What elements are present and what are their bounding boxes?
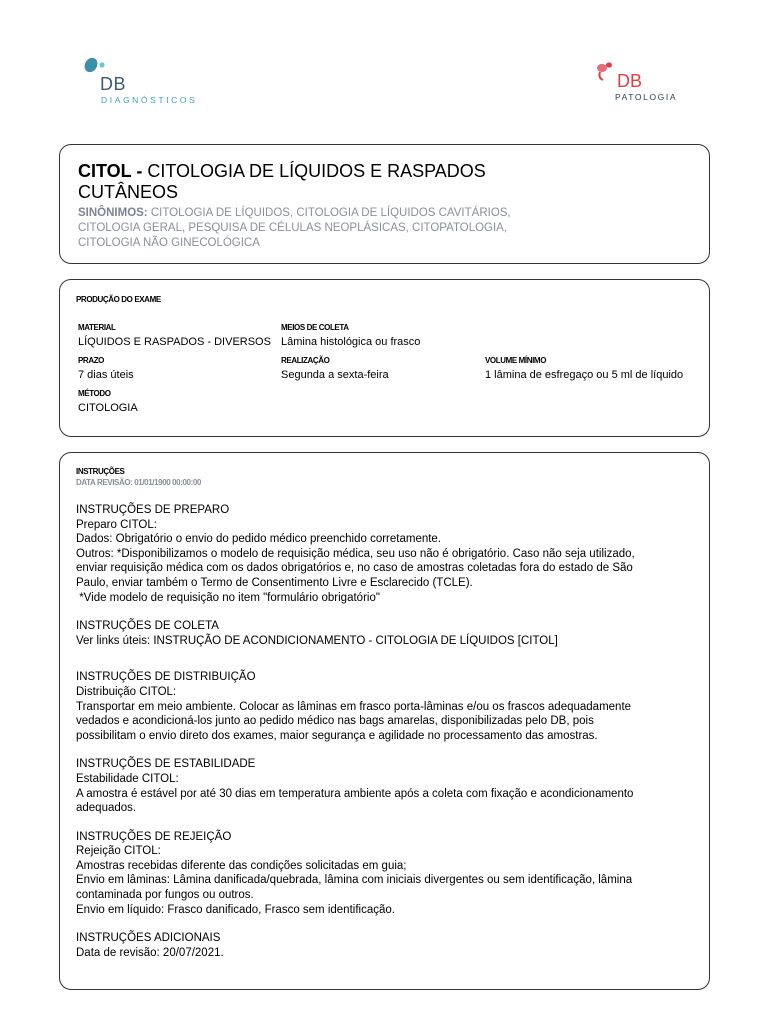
logo-left-subtitle: DIAGNÓSTICOS: [101, 95, 198, 105]
min-volume-value: 1 lâmina de esfregaço ou 5 ml de líquido: [485, 369, 684, 381]
logo-right-name: DB: [617, 71, 643, 91]
db-diagnosticos-logo: [82, 56, 212, 108]
distribution-text: Distribuição CITOL: Transportar em meio ambiente. Colocar as lâminas em frasco porta-lâminas e/ou os frascos adequadamente vedados e acondicioná-los junto ao pedido médico nas bags amarelas, disponibilizadas pelo DB, pois possibilitam o envio direto dos exames, maior segurança e agilidade no processamento das amostras.: [76, 685, 632, 742]
exam-title-part1: CITOLOGIA DE LÍQUIDOS E RASPADOS: [147, 161, 486, 181]
prep-text: Preparo CITOL: Dados: Obrigatório o envio do pedido médico preenchido corretamente. Outros: *Disponibilizamos o modelo de requisição médica, seu uso não é obrigatório. Caso não seja utilizado, enviar requisição médica com os dados obrigatórios e, no caso de amostras coletadas fora do estado de São Paulo, enviar também o Termo de Consentimento Livre e Esclarecido (TCLE). *Vide modelo de requisição no item "formulário obrigatório": [76, 518, 635, 604]
deadline-field: [78, 356, 134, 382]
instructions-card: [59, 452, 710, 990]
logo-right-subtitle: PATOLOGIA: [615, 92, 678, 102]
schedule-label: REALIZAÇÃO: [281, 356, 330, 365]
collect-title: INSTRUÇÕES DE COLETA: [76, 620, 219, 633]
exam-title-part2: CUTÂNEOS: [78, 182, 179, 202]
synonyms-line: CITOLOGIA DE LÍQUIDOS, CITOLOGIA DE LÍQUIDOS CAVITÁRIOS,: [150, 207, 511, 219]
schedule-value: Segunda a sexta-feira: [281, 369, 389, 381]
production-card: [59, 279, 710, 437]
instructions-body: [76, 503, 696, 974]
distribution-title: INSTRUÇÕES DE DISTRIBUIÇÃO: [76, 671, 256, 684]
exam-code: CITOL -: [78, 161, 143, 181]
stability-title: INSTRUÇÕES DE ESTABILIDADE: [76, 758, 256, 771]
synonyms-label: SINÔNIMOS:: [78, 207, 148, 219]
collection-value: Lâmina histológica ou frasco: [281, 336, 421, 348]
revision-date: DATA REVISÃO: 01/01/1900 00:00:00: [76, 478, 201, 487]
distribution-section: [76, 670, 696, 743]
exam-title: [78, 161, 691, 182]
exam-title-card: [59, 144, 710, 264]
stability-text: Estabilidade CITOL: A amostra é estável por até 30 dias em temperatura ambiente após a coleta com fixação e acondicionamento adequados.: [76, 772, 634, 815]
synonyms: [78, 206, 691, 251]
material-field: [78, 323, 271, 349]
rejection-title: INSTRUÇÕES DE REJEIÇÃO: [76, 830, 232, 843]
material-label: MATERIAL: [78, 323, 116, 332]
logo-left-name: DB: [100, 74, 127, 94]
schedule-field: [281, 356, 389, 382]
collection-field: [281, 323, 420, 349]
db-patologia-logo: [592, 60, 702, 106]
min-volume-label: VOLUME MÍNIMO: [485, 356, 547, 365]
additional-section: [76, 931, 696, 960]
synonyms-line: CITOLOGIA NÃO GINECOLÓGICA: [78, 237, 260, 249]
rejection-text: Rejeição CITOL: Amostras recebidas diferente das condições solicitadas em guia; Envio em lâminas: Lâmina danificada/quebrada, lâmina com iniciais divergentes ou sem identificação, lâmina contaminada por fungos ou outros. Envio em líquido: Frasco danificado, Frasco sem identificação.: [76, 845, 633, 916]
synonyms-line: CITOLOGIA GERAL, PESQUISA DE CÉLULAS NEOPLÁSICAS, CITOPATOLOGIA,: [78, 222, 508, 234]
method-label: MÉTODO: [78, 389, 111, 398]
prep-title: INSTRUÇÕES DE PREPARO: [76, 504, 230, 516]
instructions-heading: INSTRUÇÕES: [76, 467, 125, 476]
rejection-section: [76, 830, 696, 918]
material-value: LÍQUIDOS E RASPADOS - DIVERSOS: [78, 336, 271, 348]
deadline-label: PRAZO: [78, 356, 105, 365]
additional-text: Data de revisão: 20/07/2021.: [76, 946, 224, 959]
min-volume-field: [485, 356, 683, 382]
additional-title: INSTRUÇÕES ADICIONAIS: [76, 932, 221, 945]
production-heading: PRODUÇÃO DO EXAME: [76, 295, 161, 304]
collection-label: MEIOS DE COLETA: [281, 323, 349, 332]
method-value: CITOLOGIA: [78, 402, 138, 414]
prep-section: [76, 503, 696, 605]
deadline-value: 7 dias úteis: [78, 369, 134, 381]
method-field: [78, 389, 138, 415]
collect-text: Ver links úteis: INSTRUÇÃO DE ACONDICIONAMENTO - CITOLOGIA DE LÍQUIDOS [CITOL]: [76, 634, 558, 647]
collect-section: [76, 619, 696, 648]
stability-section: [76, 757, 696, 815]
